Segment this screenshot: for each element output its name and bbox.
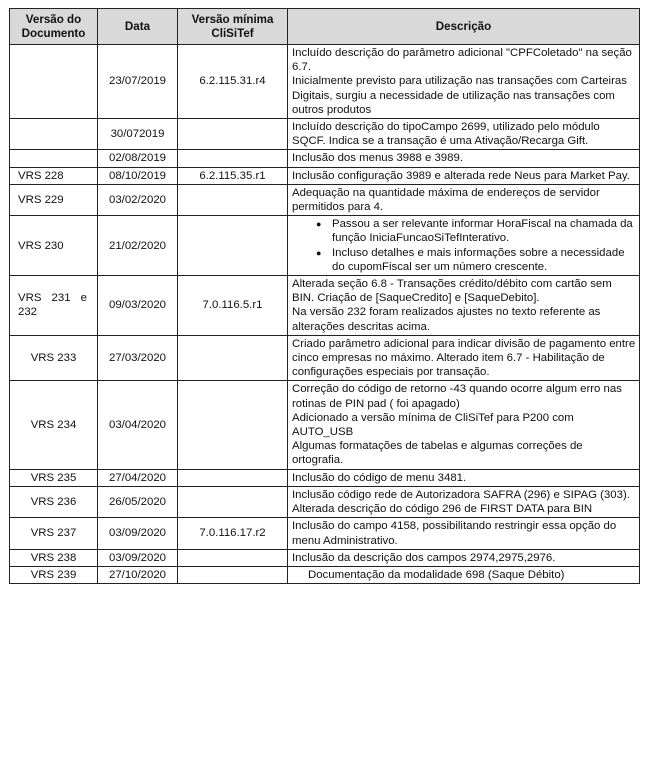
cell-min-version [178,216,288,276]
table-row [10,150,640,167]
cell-version: VRS 238 [10,549,98,566]
table-row [10,469,640,486]
cell-version: VRS 236 [10,486,98,517]
cell-description [288,549,640,566]
description-paragraph: Inicialmente previsto para utilização nas transações com Carteiras Digitais, surgiu a necessidade de utilização nas transações com outros produtos [292,75,627,116]
bullet-text: Incluso detalhes e mais informações sobre a necessidade do cupomFiscal ser um número crescente. [332,246,625,273]
header-description: Descrição [288,9,640,45]
cell-min-version: 7.0.116.5.r1 [178,276,288,336]
description-bullet-list [292,217,636,274]
cell-version: VRS 239 [10,566,98,583]
cell-description [288,167,640,184]
cell-description [288,150,640,167]
cell-description [288,518,640,549]
cell-date: 02/08/2019 [98,150,178,167]
cell-min-version [178,469,288,486]
cell-description [288,469,640,486]
cell-version: VRS 231 e 232 [10,276,98,336]
table-row [10,335,640,381]
cell-min-version [178,549,288,566]
cell-date: 30/072019 [98,119,178,150]
cell-description [288,566,640,583]
cell-version: VRS 235 [10,469,98,486]
cell-version [10,150,98,167]
cell-version: VRS 234 [10,381,98,469]
table-row [10,45,640,119]
description-paragraph: Inclusão código rede de Autorizadora SAFRA (296) e SIPAG (303). Alterada descrição do código 296 de FIRST DATA para BIN [292,488,630,516]
table-row [10,276,640,336]
cell-min-version [178,381,288,469]
cell-min-version: 6.2.115.35.r1 [178,167,288,184]
bullet-icon: ● [316,219,322,230]
cell-version: VRS 230 [10,216,98,276]
cell-min-version [178,486,288,517]
cell-version: VRS 237 [10,518,98,549]
table-header-row [10,9,640,45]
cell-date: 27/03/2020 [98,335,178,381]
cell-description [288,276,640,336]
cell-min-version: 6.2.115.31.r4 [178,45,288,119]
description-paragraph: Incluído descrição do tipoCampo 2699, utilizado pelo módulo SQCF. Indica se a transação é uma Ativação/Recarga Gift. [292,121,600,148]
cell-version: VRS 228 [10,167,98,184]
cell-min-version [178,184,288,215]
cell-date: 08/10/2019 [98,167,178,184]
description-paragraph: Algumas formatações de tabelas e algumas correções de ortografia. [292,440,583,467]
cell-date: 26/05/2020 [98,486,178,517]
revision-history-table [9,8,640,584]
cell-date: 03/09/2020 [98,518,178,549]
table-row [10,167,640,184]
table-row [10,518,640,549]
cell-min-version [178,150,288,167]
description-bullet-item [316,246,636,274]
table-row [10,216,640,276]
description-paragraph: Inclusão do código de menu 3481. [292,471,467,484]
cell-description [288,119,640,150]
bullet-icon: ● [316,247,322,258]
cell-version: VRS 233 [10,335,98,381]
cell-min-version [178,119,288,150]
description-paragraph: Incluído descrição do parâmetro adicional "CPFColetado" na seção 6.7. [292,47,632,74]
description-paragraph: Inclusão dos menus 3988 e 3989. [292,152,463,165]
header-min-version: Versão mínima CliSiTef [178,9,288,45]
description-paragraph: Inclusão do campo 4158, possibilitando restringir essa opção do menu Administrativo. [292,520,617,547]
revision-history-table-container [9,8,639,584]
cell-version: VRS 229 [10,184,98,215]
cell-date: 27/10/2020 [98,566,178,583]
description-paragraph: Adequação na quantidade máxima de endereços de servidor permitidos para 4. [292,186,600,214]
cell-description [288,216,640,276]
cell-date: 21/02/2020 [98,216,178,276]
table-row [10,566,640,583]
table-row [10,486,640,517]
table-row [10,184,640,215]
cell-date: 03/09/2020 [98,549,178,566]
description-paragraph: Correção do código de retorno -43 quando ocorre algum erro nas rotinas de PIN pad ( foi apagado) [292,383,622,410]
cell-date: 09/03/2020 [98,276,178,336]
table-row [10,549,640,566]
header-version: Versão do Documento [10,9,98,45]
cell-version [10,45,98,119]
cell-date: 03/04/2020 [98,381,178,469]
cell-date: 27/04/2020 [98,469,178,486]
cell-description [288,184,640,215]
description-paragraph: Inclusão configuração 3989 e alterada rede Neus para Market Pay. [292,169,630,182]
description-paragraph: Documentação da modalidade 698 (Saque Débito) [308,568,565,581]
description-bullet-item [316,217,636,245]
cell-min-version: 7.0.116.17.r2 [178,518,288,549]
cell-description [288,486,640,517]
cell-description [288,381,640,469]
description-paragraph: Inclusão da descrição dos campos 2974,2975,2976. [292,551,556,564]
description-paragraph: Criado parâmetro adicional para indicar divisão de pagamento entre cinco empresas no máximo. Alterado item 6.7 - Habilitação de configurações especiais por transação. [292,337,636,379]
bullet-text: Passou a ser relevante informar HoraFiscal na chamada da função IniciaFuncaoSiTefInterativo. [332,218,633,245]
description-paragraph: Adicionado a versão mínima de CliSiTef para P200 com AUTO_USB [292,411,574,439]
cell-min-version [178,566,288,583]
cell-date: 23/07/2019 [98,45,178,119]
table-body [10,45,640,584]
header-date: Data [98,9,178,45]
cell-version [10,119,98,150]
table-row [10,119,640,150]
description-paragraph: Na versão 232 foram realizados ajustes no texto referente as alterações descritas acima. [292,306,601,333]
table-row [10,381,640,469]
cell-date: 03/02/2020 [98,184,178,215]
description-paragraph: Alterada seção 6.8 - Transações crédito/débito com cartão sem BIN. Criação de [SaqueCredito] e [SaqueDebito]. [292,278,612,305]
cell-description [288,45,640,119]
cell-description [288,335,640,381]
cell-min-version [178,335,288,381]
